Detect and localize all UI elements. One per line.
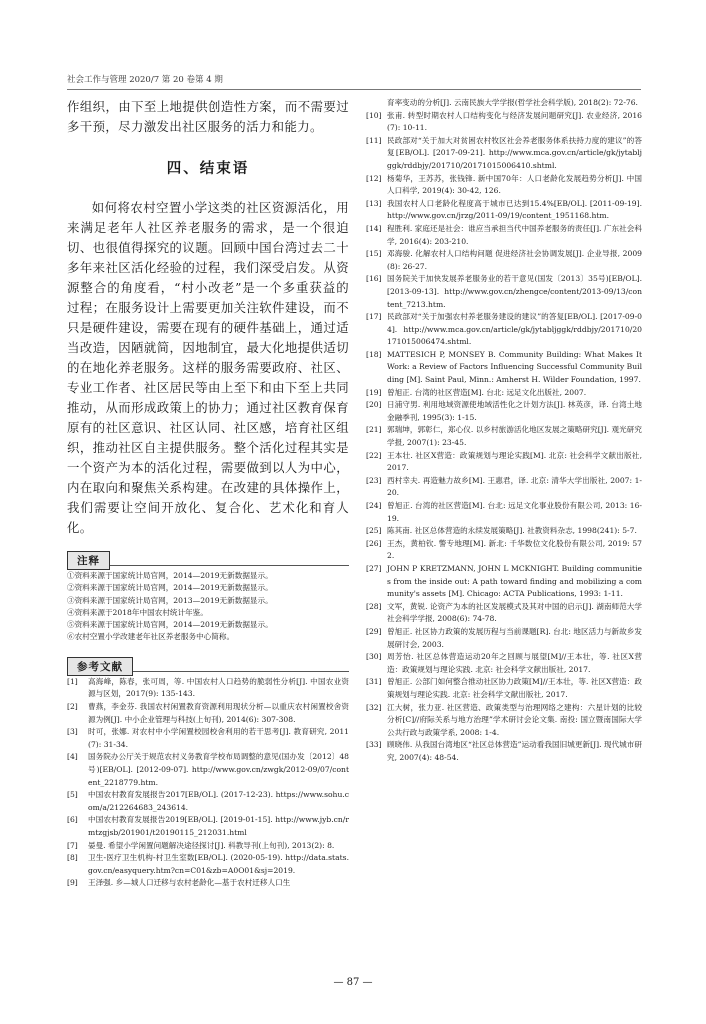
reference-item [366,110,642,135]
reference-item [67,789,349,814]
reference-text: 曾旭正. 台湾的社区营造[M]. 台北: 远足文化事业股份有限公司, 2013: 16-19. [387,501,642,523]
reference-text: 曾旭正. 台湾的社区营造[M]. 台北: 远足文化出版社, 2007. [387,387,587,397]
reference-item [366,500,642,525]
reference-number [366,97,387,110]
reference-text: 顾晓伟. 从我国台湾地区“社区总体营造”运动看我国旧城更新[J]. 现代城市研究, 2007(4): 48-54. [387,740,642,762]
reference-item [366,198,642,223]
reference-item [67,852,349,877]
reference-number: [25] [366,526,382,536]
reference-item [67,676,349,701]
reference-item [67,814,349,839]
intro-paragraph: 作组织，由下至上地提供创造性方案，而不需要过多干预，尽力激发出社区服务的活力和能力。 [67,99,349,134]
reference-text: 王杰，黄柏钦. 警专地理[M]. 新北: 千华数位文化股份有限公司, 2019: 572. [387,538,642,561]
reference-item [67,701,349,726]
reference-text: 张甫. 转型时期农村人口结构变化与经济发展问题研究[J]. 农业经济, 2016(7): 10-11. [387,110,642,133]
reference-number: [18] [366,349,382,359]
conclusion-paragraph: 如何将农村空置小学这类的社区资源活化，用来满足老年人社区养老服务的需求，是一个很迫切、也很值得探究的议题。回顾中国台湾过去二十多年来社区活化经验的过程，我们深受启发。从资源整合的角度看，“村小改老”是一个多重获益的过程；在服务设计上需要更加关注软件建设，而不只是硬件建设，需要在现有的硬件基础上，通过适当改造，因陋就简，因地制宜，最大化地提供适切的在地化养老服务。这样的服务需要政府、社区、专业工作者、社区居民等由上至下和由下至上共同推动，从而形成政策上的协力；通过社区教育保育原有的社区意识、社区认同、社区感，培育社区组织，推动社区自主提供服务。整个活化过程其实是一个资产为本的活化过程，需要做到以人为中心，内在取向和聚焦关系构建。在改建的具体操作上，我们需要让空间开放化、复合化、艺术化和育人化。 [67,200,349,535]
reference-text: 陈其南. 社区总体营造的永续发展策略[J]. 社教资料杂志, 1998(241): 5-7. [387,526,637,536]
note-item: ③资料来源于国家统计局官网，2013—2019无新数据显示。 [67,595,273,605]
reference-number: [9] [67,878,78,888]
reference-number: [13] [366,198,382,208]
reference-text: 晏曼. 希望小学闲置问题解决途径探讨[J]. 科教导刊(上旬刊), 2013(2): 8. [88,840,335,850]
reference-text: 中国农村教育发展报告2019[EB/OL]. [2019-01-15]. http://www.jyb.cn/rmtzgjsb/201901/t20190115_212031.html [88,815,349,837]
reference-text: 王泽强. 乡—城人口迁移与农村老龄化—基于农村迁移人口生 [88,878,291,888]
note-item: ⑥农村空置小学改建老年社区养老服务中心简称。 [67,632,235,642]
reference-text: 江大树，张力亚. 社区营造、政策类型与治理网络之建构：六星计划的比较分析[C]//府际关系与地方治理”学术研讨会论文集. 南投: 国立暨南国际大学公共行政与政策学系, 2008: 1-4. [387,702,642,737]
reference-number: [4] [67,752,78,762]
reference-text: 文军，黄锐. 论资产为本的社区发展模式及其对中国的启示[J]. 湖南师范大学社会科学学报, 2008(6): 74-78. [387,601,642,624]
reference-text: 中国农村教育发展报告2017[EB/OL]. (2017-12-23). https://www.sohu.com/a/212264683_243614. [88,790,349,812]
reference-item [366,525,642,538]
note-item: ②资料来源于国家统计局官网，2014—2019无新数据显示。 [67,583,273,593]
reference-text: 曹燕，李金芬. 我国农村闲置教育资源利用现状分析—以重庆农村闲置校舍资源为例[J]. 中小企业管理与科技(上旬刊), 2014(6): 307-308. [88,701,349,724]
reference-item [366,651,642,676]
reference-number: [33] [366,740,382,750]
reference-item [366,424,642,449]
reference-text: 杨菊华，王苏苏，张钱锋. 新中国70年：人口老龄化发展趋势分析[J]. 中国人口科学, 2019(4): 30-42, 126. [387,173,642,196]
reference-item [366,563,642,601]
notes-label: 注释 [67,551,110,570]
reference-number: [7] [67,840,78,850]
reference-number: [30] [366,652,382,662]
reference-item [67,726,349,751]
reference-number: [27] [366,563,382,573]
reference-number: [26] [366,538,382,548]
reference-number: [16] [366,274,382,284]
reference-text: 西村幸夫. 再造魅力故乡[M]. 王惠君，译. 北京: 清华大学出版社, 2007: 1-20. [387,475,642,498]
reference-number: [14] [366,223,382,233]
reference-number: [23] [366,475,382,485]
reference-text: 郭瑞坤，郭彰仁，郑心仪. 以乡村旅游活化地区发展之策略研究[J]. 观光研究学报, 2007(1): 23-45. [387,425,642,448]
reference-number: [6] [67,815,78,825]
running-header [67,73,641,90]
reference-item [366,349,642,387]
reference-number: [32] [366,702,382,712]
reference-item [366,475,642,500]
reference-text: 曾旭正. 社区协力政策的发展历程与当前课题[R]. 台北: 地区活力与新故乡发展研讨会, 2003. [387,626,642,649]
reference-item [366,311,642,349]
reference-item [366,739,642,764]
reference-number: [28] [366,601,382,611]
reference-number: [17] [366,312,382,322]
reference-number: [19] [366,387,382,397]
reference-text: 邓海骏. 化解农村人口结构问题 促进经济社会协调发展[J]. 企业导报, 2009(8): 26-27. [387,249,642,271]
reference-number: [24] [366,501,382,510]
references-list-left [67,676,349,890]
reference-item [366,97,642,110]
reference-text: 民政部对“关于加强农村养老服务建设的建议”的答复[EB/OL]. [2017-09-04]. http://www.mca.gov.cn/article/gk/jytabljggk/rddbjy/201710/20171015006474.shtml. [387,312,642,347]
reference-text: JOHN P KRETZMANN, JOHN L MCKNIGHT. Building communities from the inside out: A path toward finding and mobilizing a community's assets [M]. Chicago: ACTA Publications, 1993: 1-11. [387,563,642,599]
reference-number: [8] [67,853,78,863]
left-column [67,97,349,890]
reference-item [366,135,642,173]
reference-text: MATTESICH P, MONSEY B. Community Building: What Makes It Work: a Review of Factors Influencing Successful Community Building [M]. Saint Paul, Minn.: Amherst H. Wilder Foundation, 1997. [387,349,642,385]
reference-number: [11] [366,135,382,145]
reference-item [67,751,349,789]
reference-text: 王本壮. 社区X营造：政策规划与理论实践[M]. 北京: 社会科学文献出版社, 2017. [387,450,642,473]
reference-number: [1] [67,676,78,686]
reference-text: 程胜利. 家庭还是社会：谁应当承担当代中国养老服务的责任[J]. 广东社会科学, 2016(4): 203-210. [387,223,642,246]
page-number: — 87 — [333,977,373,988]
reference-text: 高海峰，陈春，张可周，等. 中国农村人口趋势的脆弱性分析[J]. 中国农业资源与区划，2017(9): 135-143. [88,676,349,699]
reference-text: 育率变动的分析[J]. 云南民族大学学报(哲学社会科学版), 2018(2): 72-76. [387,98,638,107]
reference-item [366,223,642,248]
note-item: ④资料来源于2018年中国农村统计年鉴。 [67,607,208,617]
journal-info: 社会工作与管理 2020/7 第 20 卷第 4 期 [67,75,223,85]
reference-number: [29] [366,626,382,636]
reference-text: 卫生-医疗卫生机构-村卫生室数[EB/OL]. (2020-05-19). http://data.stats.gov.cn/easyquery.htm?cn=C01&zb=A0O01&sj=2019. [88,853,349,875]
reference-item [366,173,642,198]
reference-number: [10] [366,110,382,120]
reference-text: 民政部对“关于加大对贫困农村牧区社会养老服务体系扶持力度的建议”的答复[EB/OL]. [2017-09-21]. http://www.mca.gov.cn/article/gk/jytabljggk/rddbjy/201710/20171015006410.shtml. [387,135,642,170]
reference-item [366,248,642,273]
references-label: 参考文献 [67,657,133,676]
note-item: ①资料来源于国家统计局官网，2014—2019无新数据显示。 [67,571,273,580]
reference-item [366,273,642,311]
reference-text: 国务院办公厅关于规范农村义务教育学校布局调整的意见(国办发〔2012〕48号)[EB/OL]. [2012-09-07]. http://www.gov.cn/zwgk/2012-09/07/content_2218779.htm. [88,752,349,787]
reference-number: [12] [366,173,382,183]
reference-item [366,626,642,651]
notes-heading [67,552,349,566]
reference-text: 时可，张娜. 对农村中小学闲置校园校舍利用的若干思考[J]. 教育研究, 2011(7): 31-34. [88,727,349,749]
reference-number: [3] [67,727,78,737]
notes-list [67,570,349,644]
section-title: 四、结束语 [166,161,250,177]
reference-item [67,840,349,853]
reference-item [366,702,642,740]
reference-number: [31] [366,677,382,687]
reference-text: 曾旭正. 公部门如何整合推动社区协力政策[M]//王本壮，等. 社区X营造：政策规划与理论实践. 北京: 社会科学文献出版社, 2017. [387,677,642,699]
reference-number: [21] [366,425,382,435]
references-list-right [366,97,642,764]
right-column [366,97,642,764]
reference-item [366,450,642,475]
reference-item [366,601,642,626]
reference-item [366,387,642,400]
reference-number: [2] [67,701,78,711]
reference-item [366,676,642,701]
reference-number: [5] [67,790,78,800]
reference-number: [15] [366,249,382,259]
reference-text: 我国农村人口老龄化程度高于城市已达到15.4%[EB/OL]. [2011-09-19]. http://www.gov.cn/jrzg/2011-09/19/content_1951168.htm. [387,198,642,221]
reference-text: 国务院关于加快发展养老服务业的若干意见(国发〔2013〕35号)[EB/OL]. [2013-09-13]. http://www.gov.cn/zhengce/content/2013-09/13/content_7213.htm. [387,274,642,309]
reference-text: 周芳怡. 社区总体营造运动20年之回顾与展望[M]//王本壮，等. 社区X营造：政策规划与理论实践. 北京: 社会科学文献出版社, 2017. [387,652,642,674]
references-heading [67,658,349,672]
reference-number: [22] [366,450,382,460]
reference-text: 日浦守男. 利用地域资源使地域活性化之计划方法[J]. 林英彦，译. 台湾土地金融季刊, 1995(3): 1-15. [387,400,642,422]
reference-item [366,399,642,424]
reference-item [366,538,642,563]
reference-number: [20] [366,400,382,410]
note-item: ⑤资料来源于国家统计局官网，2014—2019无新数据显示。 [67,620,273,630]
reference-item [67,877,349,890]
